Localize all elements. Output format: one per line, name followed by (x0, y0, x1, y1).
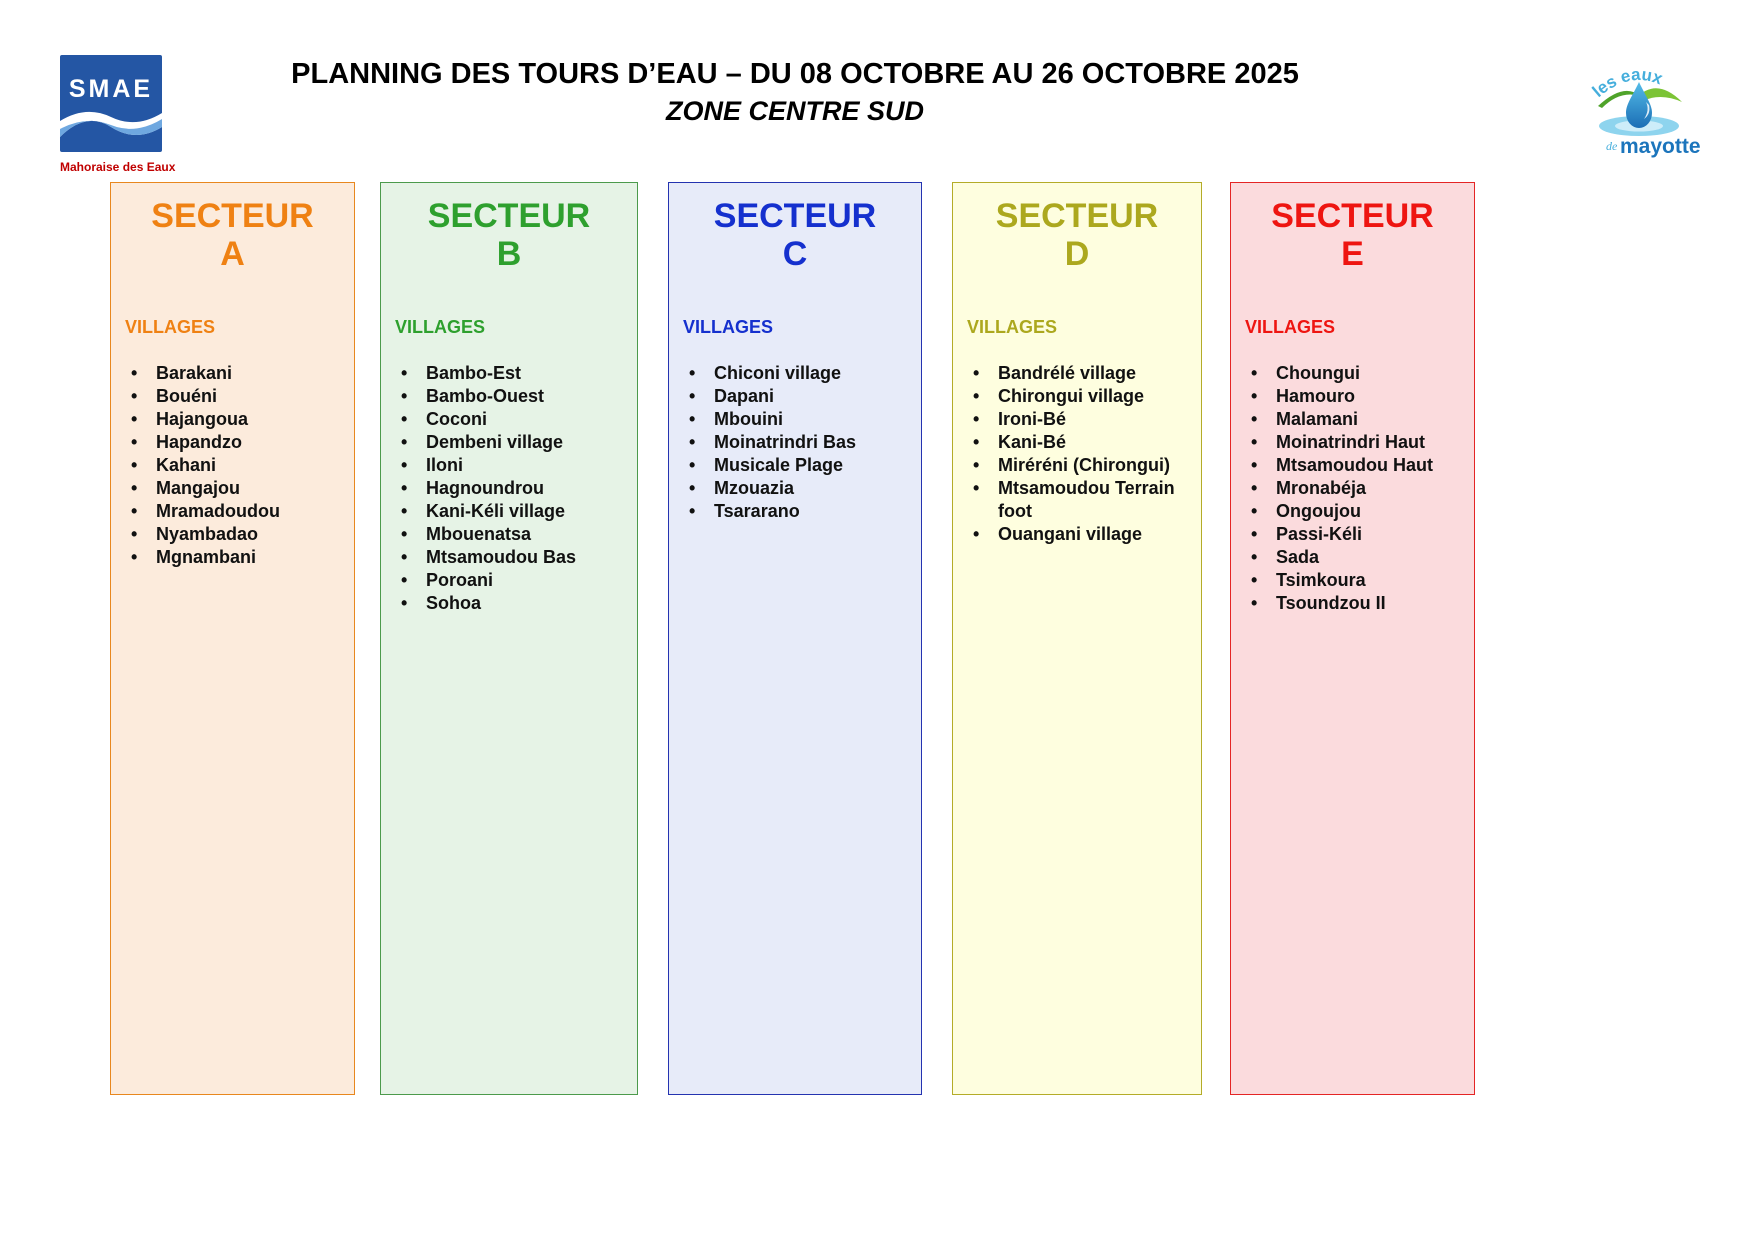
village-name: Kani-Bé (998, 432, 1067, 452)
village-item (967, 408, 1195, 431)
village-item (395, 385, 631, 408)
village-name: Tsararano (714, 501, 800, 521)
village-item (395, 523, 631, 546)
village-item (125, 546, 348, 569)
village-name: Moinatrindri Bas (714, 432, 857, 452)
sector-word: SECTEUR (713, 197, 877, 235)
sector-letter: E (1341, 235, 1364, 273)
village-item (125, 500, 348, 523)
village-item (125, 454, 348, 477)
sector-c-panel (668, 182, 922, 1095)
sector-word: SECTEUR (1271, 197, 1434, 235)
sector-letter: A (220, 235, 245, 273)
village-item (395, 362, 631, 385)
village-item (125, 477, 348, 500)
village-name: Dapani (714, 386, 775, 406)
logo-de-text: de (1606, 139, 1618, 153)
village-item (1245, 385, 1468, 408)
village-item (1245, 569, 1468, 592)
village-name: Mtsamoudou Haut (1276, 455, 1433, 475)
village-item (967, 523, 1195, 546)
villages-label: VILLAGES (125, 317, 216, 337)
sector-a-title (111, 183, 354, 273)
village-item (395, 569, 631, 592)
sector-word: SECTEUR (151, 197, 314, 235)
village-item (683, 431, 915, 454)
village-item (1245, 592, 1468, 615)
village-name: Mronabéja (1276, 478, 1367, 498)
sector-a-panel (110, 182, 355, 1095)
sector-d-panel (952, 182, 1202, 1095)
villages-label: VILLAGES (1245, 317, 1336, 337)
village-name: Moinatrindri Haut (1276, 432, 1425, 452)
smae-logo-mark (60, 55, 162, 152)
village-item (1245, 431, 1468, 454)
village-name: Hapandzo (156, 432, 243, 452)
village-item (125, 523, 348, 546)
village-item (683, 477, 915, 500)
village-name: Passi-Kéli (1276, 524, 1363, 544)
sector-d-title (953, 183, 1201, 273)
sector-letter: C (782, 235, 808, 273)
village-name: Hajangoua (156, 409, 249, 429)
village-list (381, 362, 637, 615)
village-name: Bouéni (156, 386, 217, 406)
logo-mayotte-text: mayotte (1620, 135, 1701, 158)
village-name: Ironi-Bé (998, 409, 1067, 429)
village-item (1245, 477, 1468, 500)
sector-b-title (381, 183, 637, 273)
village-item (1245, 362, 1468, 385)
village-name: Barakani (156, 363, 233, 383)
village-list (669, 362, 921, 523)
village-name: Mtsamoudou Terrain foot (998, 478, 1175, 521)
village-item (395, 454, 631, 477)
village-item (967, 362, 1195, 385)
village-item (967, 477, 1195, 523)
village-name: Mtsamoudou Bas (426, 547, 577, 567)
village-item (395, 592, 631, 615)
village-item (1245, 523, 1468, 546)
village-name: Mzouazia (714, 478, 795, 498)
village-name: Hagnoundrou (426, 478, 544, 498)
village-name: Ongoujou (1276, 501, 1361, 521)
village-item (1245, 500, 1468, 523)
village-item (395, 408, 631, 431)
village-item (683, 408, 915, 431)
village-item (1245, 546, 1468, 569)
village-name: Bambo-Ouest (426, 386, 545, 406)
village-name: Musicale Plage (714, 455, 844, 475)
village-list (953, 362, 1201, 546)
village-name: Mangajou (156, 478, 240, 498)
village-name: Nyambadao (156, 524, 259, 544)
village-item (125, 362, 348, 385)
sector-letter: B (496, 235, 522, 273)
village-name: Chirongui village (998, 386, 1145, 406)
sector-word: SECTEUR (427, 197, 591, 235)
village-item (683, 385, 915, 408)
village-name: Hamouro (1276, 386, 1356, 406)
village-item (125, 385, 348, 408)
arc-text: les eaux (1588, 64, 1666, 101)
village-name: Mgnambani (156, 547, 257, 567)
village-list (1231, 362, 1474, 615)
sector-e-title (1231, 183, 1474, 273)
smae-caption: Mahoraise des Eaux (60, 160, 176, 174)
village-item (967, 431, 1195, 454)
village-name: Poroani (426, 570, 494, 590)
sector-b-panel (380, 182, 638, 1095)
village-item (683, 362, 915, 385)
village-name: Mbouenatsa (426, 524, 532, 544)
village-item (395, 477, 631, 500)
village-item (125, 431, 348, 454)
village-name: Kani-Kéli village (426, 501, 566, 521)
sector-c-title (669, 183, 921, 273)
village-item (967, 454, 1195, 477)
villages-label: VILLAGES (395, 317, 486, 337)
village-item (683, 500, 915, 523)
village-name: Coconi (426, 409, 487, 429)
village-name: Kahani (156, 455, 217, 475)
village-list (111, 362, 354, 569)
village-name: Choungui (1276, 363, 1360, 383)
sector-word: SECTEUR (995, 197, 1159, 235)
village-item (1245, 408, 1468, 431)
village-item (395, 500, 631, 523)
page-subtitle: ZONE CENTRE SUD (665, 96, 925, 126)
smae-logo (60, 55, 176, 174)
village-name: Tsimkoura (1276, 570, 1366, 590)
village-name: Bambo-Est (426, 363, 522, 383)
village-name: Miréréni (Chirongui) (998, 455, 1170, 475)
village-name: Sada (1276, 547, 1320, 567)
sector-e-panel (1230, 182, 1475, 1095)
village-item (1245, 454, 1468, 477)
village-name: Mramadoudou (156, 501, 280, 521)
village-item (683, 454, 915, 477)
villages-label: VILLAGES (683, 317, 774, 337)
villages-label: VILLAGES (967, 317, 1058, 337)
village-item (125, 408, 348, 431)
les-eaux-de-mayotte-logo (1576, 50, 1702, 160)
page-title: PLANNING DES TOURS D’EAU – DU 08 OCTOBRE AU 26 OCTOBRE 2025 (291, 58, 1299, 90)
title-block (200, 58, 1390, 127)
village-name: Bandrélé village (998, 363, 1137, 383)
village-item (395, 546, 631, 569)
village-name: Malamani (1276, 409, 1359, 429)
village-name: Mbouini (714, 409, 783, 429)
village-name: Chiconi village (714, 363, 842, 383)
village-item (395, 431, 631, 454)
smae-wordmark: SMAE (68, 75, 154, 103)
village-name: Iloni (426, 455, 463, 475)
village-name: Ouangani village (998, 524, 1143, 544)
village-item (967, 385, 1195, 408)
village-name: Dembeni village (426, 432, 564, 452)
village-name: Tsoundzou II (1276, 593, 1386, 613)
village-name: Sohoa (426, 593, 482, 613)
sector-letter: D (1064, 235, 1090, 273)
